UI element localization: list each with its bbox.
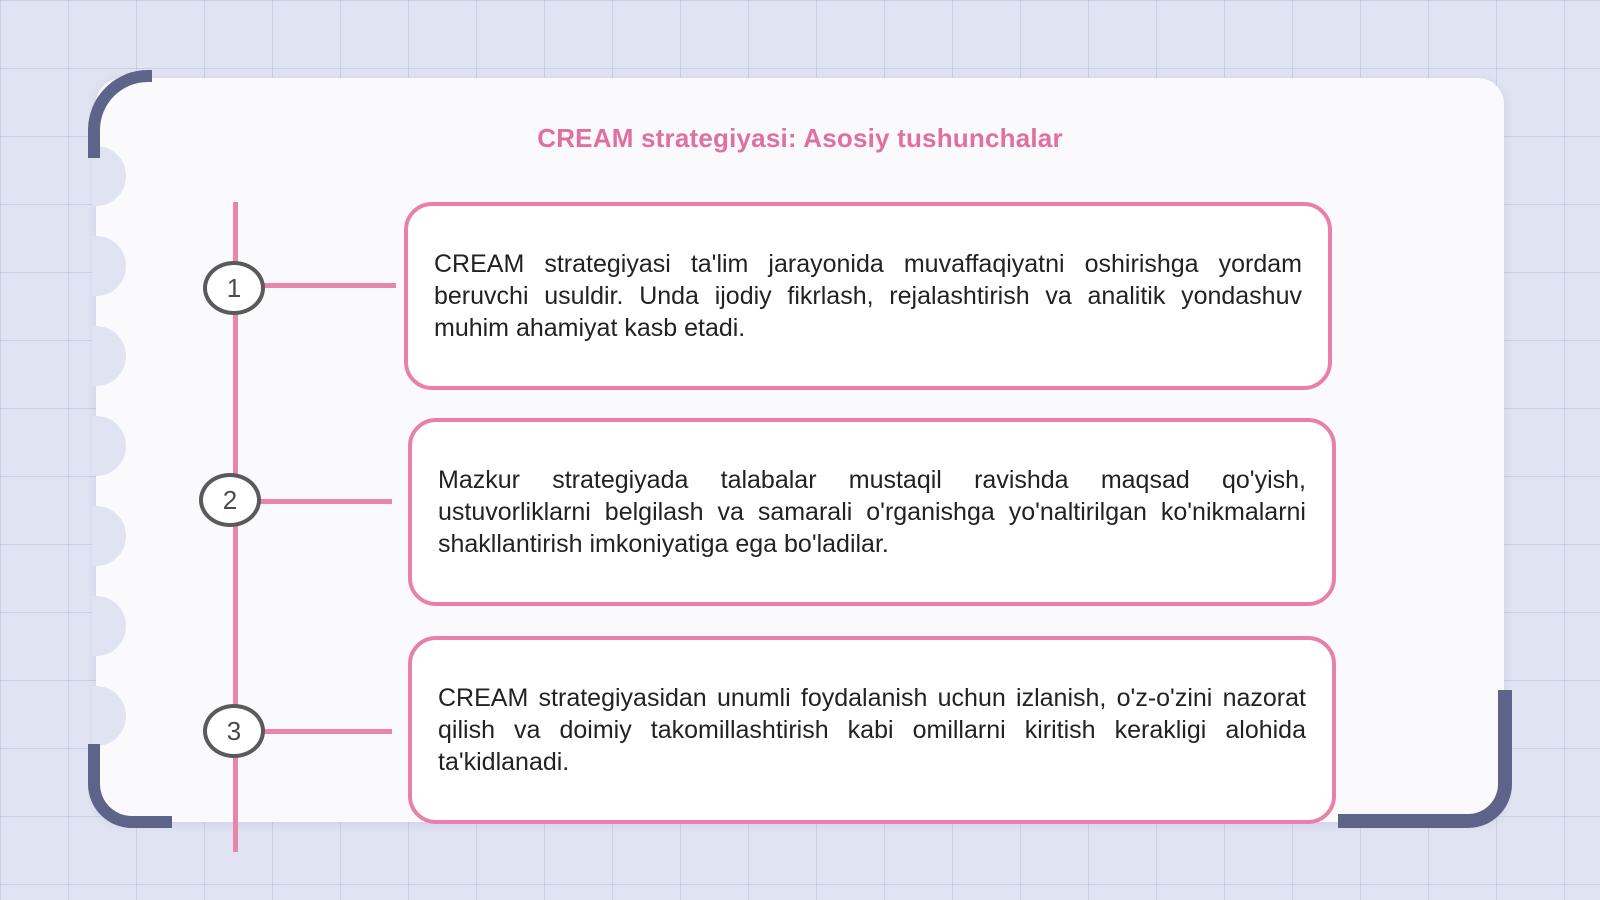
frame-corner-bottom-right xyxy=(1338,690,1512,828)
content-text-3: CREAM strategiyasidan unumli foydalanish uchun izlanish, o'z-o'zini nazorat qilish va doimiy takomillashtirish kabi omillarni kiritish kerakligi alohida ta'kidlanadi. xyxy=(438,684,1306,776)
slide-title: CREAM strategiyasi: Asosiy tushunchalar xyxy=(537,123,1063,153)
frame-corner-top-left xyxy=(88,70,152,158)
timeline-connector-3 xyxy=(264,729,392,734)
timeline-connector-1 xyxy=(264,283,396,288)
step-number-3: 3 xyxy=(203,704,265,758)
timeline-connector-2 xyxy=(260,499,392,504)
content-box-2 xyxy=(408,418,1336,606)
frame-corner-bottom-left xyxy=(88,744,172,828)
content-box-3 xyxy=(408,636,1336,824)
content-text-1: CREAM strategiyasi ta'lim jarayonida muvaffaqiyatni oshirishga yordam beruvchi usuldir. Unda ijodiy fikrlash, rejalashtirish va analitik yondashuv muhim ahamiyat kasb etadi. xyxy=(434,250,1302,342)
content-box-1 xyxy=(404,202,1332,390)
step-number-2: 2 xyxy=(199,473,261,527)
content-text-2: Mazkur strategiyada talabalar mustaqil ravishda maqsad qo'yish, ustuvorliklarni belgilash va samarali o'rganishga yo'naltirilgan ko'nikmalarni shakllantirish imkoniyatiga ega bo'ladilar. xyxy=(438,466,1306,558)
step-number-1: 1 xyxy=(203,261,265,315)
